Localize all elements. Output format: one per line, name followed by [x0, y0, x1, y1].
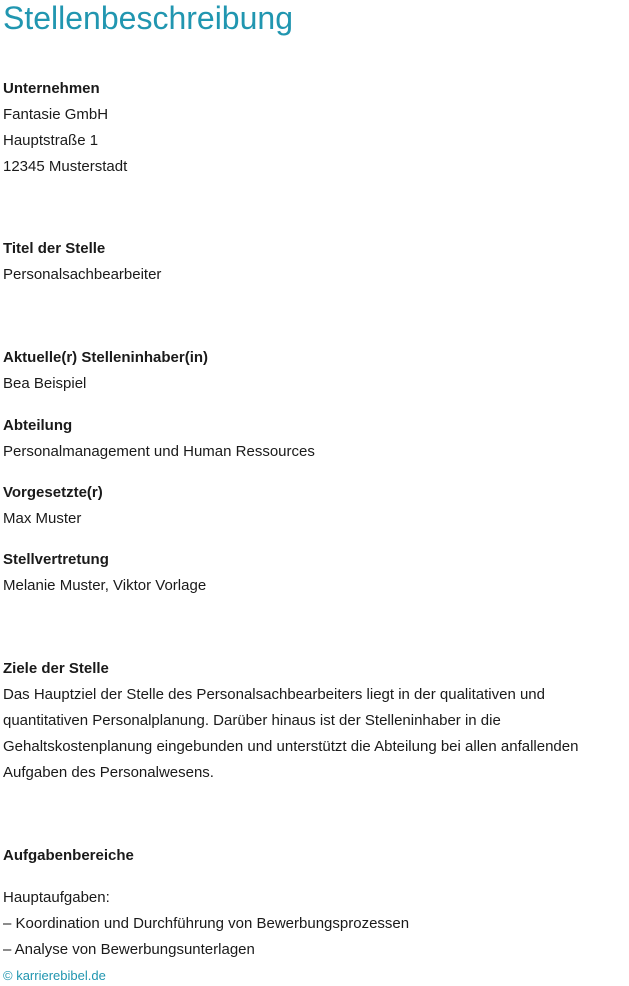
department-label: Abteilung [3, 417, 73, 434]
company-section [3, 76, 627, 180]
task-item: – Analyse von Bewerbungsunterlagen [3, 941, 255, 958]
job-title-value: Personalsachbearbeiter [3, 266, 162, 283]
tasks-subheading: Hauptaufgaben: [3, 889, 110, 906]
job-title-section [3, 236, 627, 288]
task-item: – Koordination und Durchführung von Bewerbungsprozessen [3, 915, 410, 932]
supervisor-section [3, 480, 627, 532]
holder-value: Bea Beispiel [3, 375, 87, 392]
supervisor-label: Vorgesetzte(r) [3, 484, 103, 501]
deputy-section [3, 547, 627, 599]
goals-text: Das Hauptziel der Stelle des Personalsachbearbeiters liegt in der qualitativen und quantitativen Personalplanung. Darüber hinaus ist der Stelleninhaber in die Gehaltskostenplanung eingebunden und unterstützt die Abteilung bei allen anfallenden Aufgaben des Personalwesens. [3, 686, 579, 781]
tasks-label: Aufgabenbereiche [3, 847, 134, 864]
company-label: Unternehmen [3, 80, 100, 97]
department-section [3, 413, 627, 465]
deputy-label: Stellvertretung [3, 551, 109, 568]
supervisor-value: Max Muster [3, 510, 82, 527]
goals-label: Ziele der Stelle [3, 660, 109, 677]
goals-section [3, 656, 627, 786]
company-name: Fantasie GmbH [3, 106, 109, 123]
copyright-footer: © karrierebibel.de [3, 968, 106, 983]
company-city: 12345 Musterstadt [3, 158, 128, 175]
department-value: Personalmanagement und Human Ressources [3, 443, 315, 460]
company-street: Hauptstraße 1 [3, 132, 99, 149]
deputy-value: Melanie Muster, Viktor Vorlage [3, 577, 207, 594]
holder-label: Aktuelle(r) Stelleninhaber(in) [3, 349, 209, 366]
tasks-section [3, 843, 627, 963]
job-title-label: Titel der Stelle [3, 240, 106, 257]
page-title: Stellenbeschreibung [3, 0, 293, 36]
holder-section [3, 345, 627, 397]
